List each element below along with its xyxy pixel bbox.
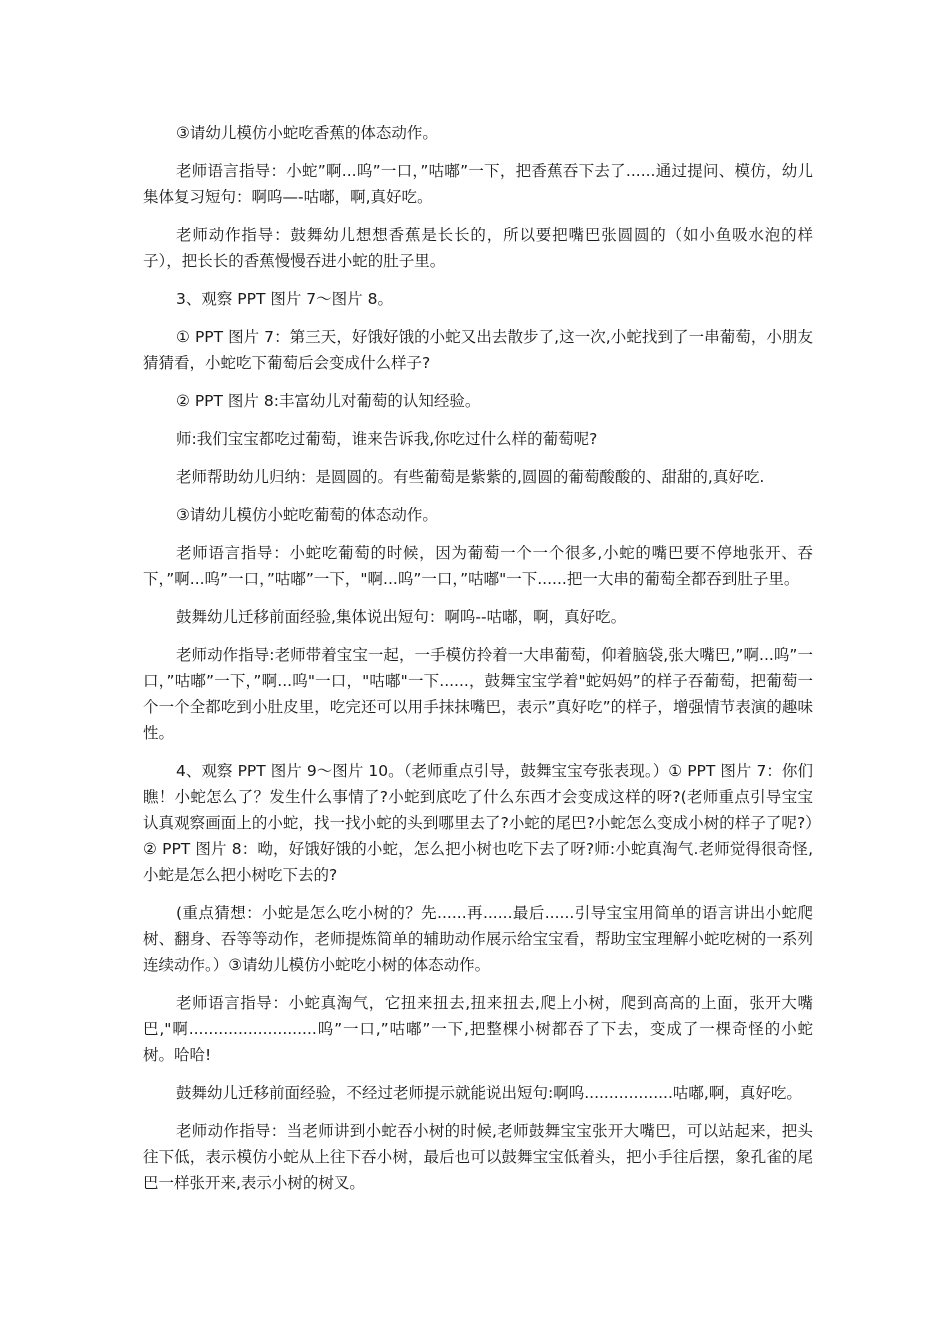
paragraph-17: 老师动作指导：当老师讲到小蛇吞小树的时候,老师鼓舞宝宝张开大嘴巴，可以站起来，把头往下低，表示模仿小蛇从上往下吞小树，最后也可以鼓舞宝宝低着头，把小手往后摆，象孔雀的尾巴一样张开来,表示小树的树叉。	[143, 1122, 813, 1192]
paragraph-15: 老师语言指导：小蛇真淘气，它扭来扭去,扭来扭去,爬上小树，爬到高高的上面，张开大嘴巴,"啊..........................呜”一口,”咕嘟”一下,把整棵小树都吞了下去，变成了一棵奇怪的小蛇树。哈哈!	[143, 994, 813, 1064]
section-heading-3: 3、观察 PPT 图片 7～图片 8。	[176, 290, 393, 308]
paragraph-12: 老师动作指导:老师带着宝宝一起，一手模仿拎着一大串葡萄，仰着脑袋,张大嘴巴,”啊...呜”一口，”咕嘟”一下，”啊...呜"一口，"咕嘟"一下......，鼓舞宝宝学着"蛇妈妈”的样子吞葡萄，把葡萄一个一个全都吃到小肚皮里，吃完还可以用手抹抹嘴巴，表示”真好吃”的样子，增强情节表演的趣味性。	[143, 646, 813, 742]
paragraph-16: 鼓舞幼儿迁移前面经验，不经过老师提示就能说出短句:啊呜..................咕嘟,啊，真好吃。	[176, 1084, 802, 1102]
paragraph-3: 老师动作指导：鼓舞幼儿想想香蕉是长长的，所以要把嘴巴张圆圆的（如小鱼吸水泡的样子），把长长的香蕉慢慢吞进小蛇的肚子里。	[143, 226, 813, 270]
document-body	[143, 120, 813, 1208]
paragraph-11: 鼓舞幼儿迁移前面经验,集体说出短句：啊呜--咕嘟，啊，真好吃。	[176, 608, 627, 626]
paragraph-6: ② PPT 图片 8:丰富幼儿对葡萄的认知经验。	[176, 392, 481, 410]
paragraph-2: 老师语言指导：小蛇”啊...呜”一口，”咕嘟”一下，把香蕉吞下去了......通过提问、模仿，幼儿集体复习短句：啊呜—-咕嘟，啊,真好吃。	[143, 162, 813, 206]
paragraph-7: 师:我们宝宝都吃过葡萄，谁来告诉我,你吃过什么样的葡萄呢?	[176, 430, 598, 448]
paragraph-8: 老师帮助幼儿归纳：是圆圆的。有些葡萄是紫紫的,圆圆的葡萄酸酸的、甜甜的,真好吃.	[176, 468, 765, 486]
section-heading-4: 4、观察 PPT 图片 9～图片 10。（老师重点引导，鼓舞宝宝夸张表现。）① PPT 图片 7：你们瞧！小蛇怎么了？发生什么事情了?小蛇到底吃了什么东西才会变成这样的呀?(老师重点引导宝宝认真观察画面上的小蛇，找一找小蛇的头到哪里去了?小蛇的尾巴?小蛇怎么变成小树的样子了呢?）② PPT 图片 8：呦，好饿好饿的小蛇，怎么把小树也吃下去了呀?师:小蛇真淘气.老师觉得很奇怪,小蛇是怎么把小树吃下去的?	[143, 762, 813, 884]
paragraph-5: ① PPT 图片 7：第三天，好饿好饿的小蛇又出去散步了,这一次,小蛇找到了一串葡萄，小朋友猜猜看，小蛇吃下葡萄后会变成什么样子?	[143, 328, 813, 372]
paragraph-1: ③请幼儿模仿小蛇吃香蕉的体态动作。	[176, 124, 438, 142]
paragraph-9: ③请幼儿模仿小蛇吃葡萄的体态动作。	[176, 506, 438, 524]
paragraph-10: 老师语言指导：小蛇吃葡萄的时候，因为葡萄一个一个很多,小蛇的嘴巴要不停地张开、吞下，”啊...呜”一口，”咕嘟”一下，"啊...呜”一口，”咕嘟"一下......把一大串的葡萄全都吞到肚子里。	[143, 544, 813, 588]
paragraph-14: (重点猜想：小蛇是怎么吃小树的？先......再......最后......引导宝宝用简单的语言讲出小蛇爬树、翻身、吞等等动作，老师提炼简单的辅助动作展示给宝宝看，帮助宝宝理解小蛇吃树的一系列连续动作。）③请幼儿模仿小蛇吃小树的体态动作。	[143, 904, 813, 974]
